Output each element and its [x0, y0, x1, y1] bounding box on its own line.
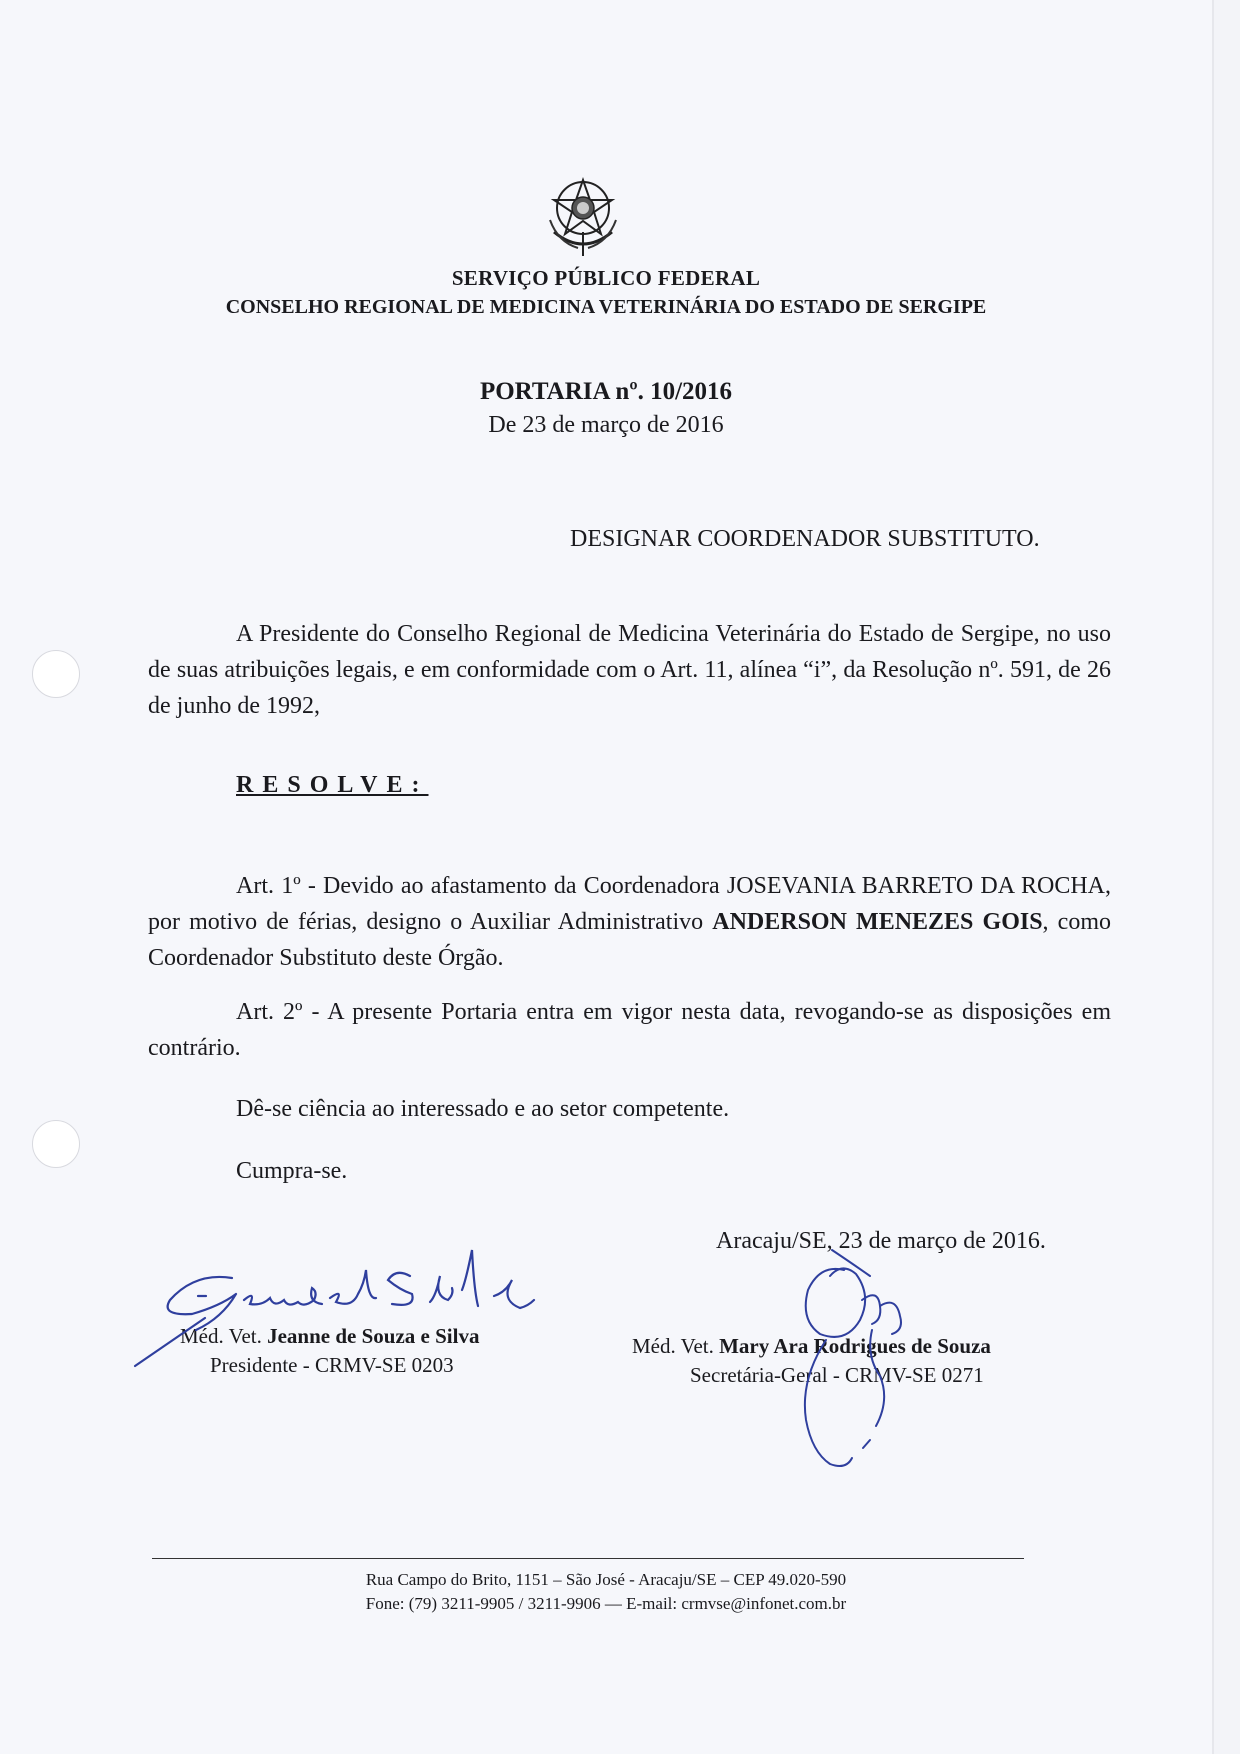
- signatory-2-prefix: Méd. Vet.: [632, 1334, 720, 1358]
- closing-comply: Cumpra-se.: [236, 1158, 348, 1184]
- footer-address: Rua Campo do Brito, 1151 – São José - Aracaju/SE – CEP 49.020-590: [365, 1570, 847, 1589]
- place-date: Aracaju/SE, 23 de março de 2016.: [716, 1228, 1046, 1254]
- portaria-date: De 23 de março de 2016: [488, 412, 724, 438]
- signatory-1-prefix: Méd. Vet.: [180, 1324, 268, 1348]
- article-2-text: Art. 2º - A presente Portaria entra em vigor nesta data, revogando-se as disposições em contrário.: [148, 999, 1111, 1061]
- signatory-2-name: [632, 1334, 991, 1359]
- preamble-text: A Presidente do Conselho Regional de Medicina Veterinária do Estado de Sergipe, no uso de suas atribuições legais, e em conformidade com o Art. 11, alínea “i”, da Resolução nº. 591, de 26 de junho de 1992,: [148, 621, 1111, 719]
- article-2: [148, 994, 1111, 1066]
- signatory-1-role: Presidente - CRMV-SE 0203: [210, 1353, 454, 1377]
- resolve-heading: RESOLVE:: [236, 772, 429, 798]
- article-1-text-end: , como Coordenador Substituto deste Órgão.: [148, 909, 1111, 971]
- footer-divider: [152, 1558, 1024, 1559]
- signatory-2-fullname: Mary Ara Rodrigues de Souza: [719, 1334, 991, 1358]
- signatory-1-fullname: Jeanne de Souza e Silva: [267, 1324, 480, 1348]
- punch-hole-top: [32, 650, 80, 698]
- article-1-text: Art. 1º - Devido ao afastamento da Coordenadora JOSEVANIA BARRETO DA ROCHA, por motivo de férias, designo o Auxiliar Administrativo: [148, 873, 1111, 935]
- signatory-1-name: [180, 1324, 479, 1349]
- header-council: CONSELHO REGIONAL DE MEDICINA VETERINÁRIA DO ESTADO DE SERGIPE: [225, 296, 987, 318]
- preamble-paragraph: [148, 616, 1111, 724]
- portaria-title: PORTARIA nº. 10/2016: [479, 378, 733, 405]
- portaria-subject: DESIGNAR COORDENADOR SUBSTITUTO.: [570, 526, 1040, 552]
- article-1: [148, 868, 1111, 976]
- header-service: SERVIÇO PÚBLICO FEDERAL: [451, 266, 761, 290]
- brazil-coat-of-arms-icon: [540, 172, 626, 258]
- punch-hole-bottom: [32, 1120, 80, 1168]
- footer-contact: Fone: (79) 3211-9905 / 3211-9906 — E-mail: crmvse@infonet.com.br: [365, 1594, 847, 1613]
- closing-notice: Dê-se ciência ao interessado e ao setor competente.: [236, 1096, 730, 1122]
- signatory-2-role: Secretária-Geral - CRMV-SE 0271: [690, 1363, 984, 1387]
- article-1-designee: ANDERSON MENEZES GOIS: [712, 909, 1043, 935]
